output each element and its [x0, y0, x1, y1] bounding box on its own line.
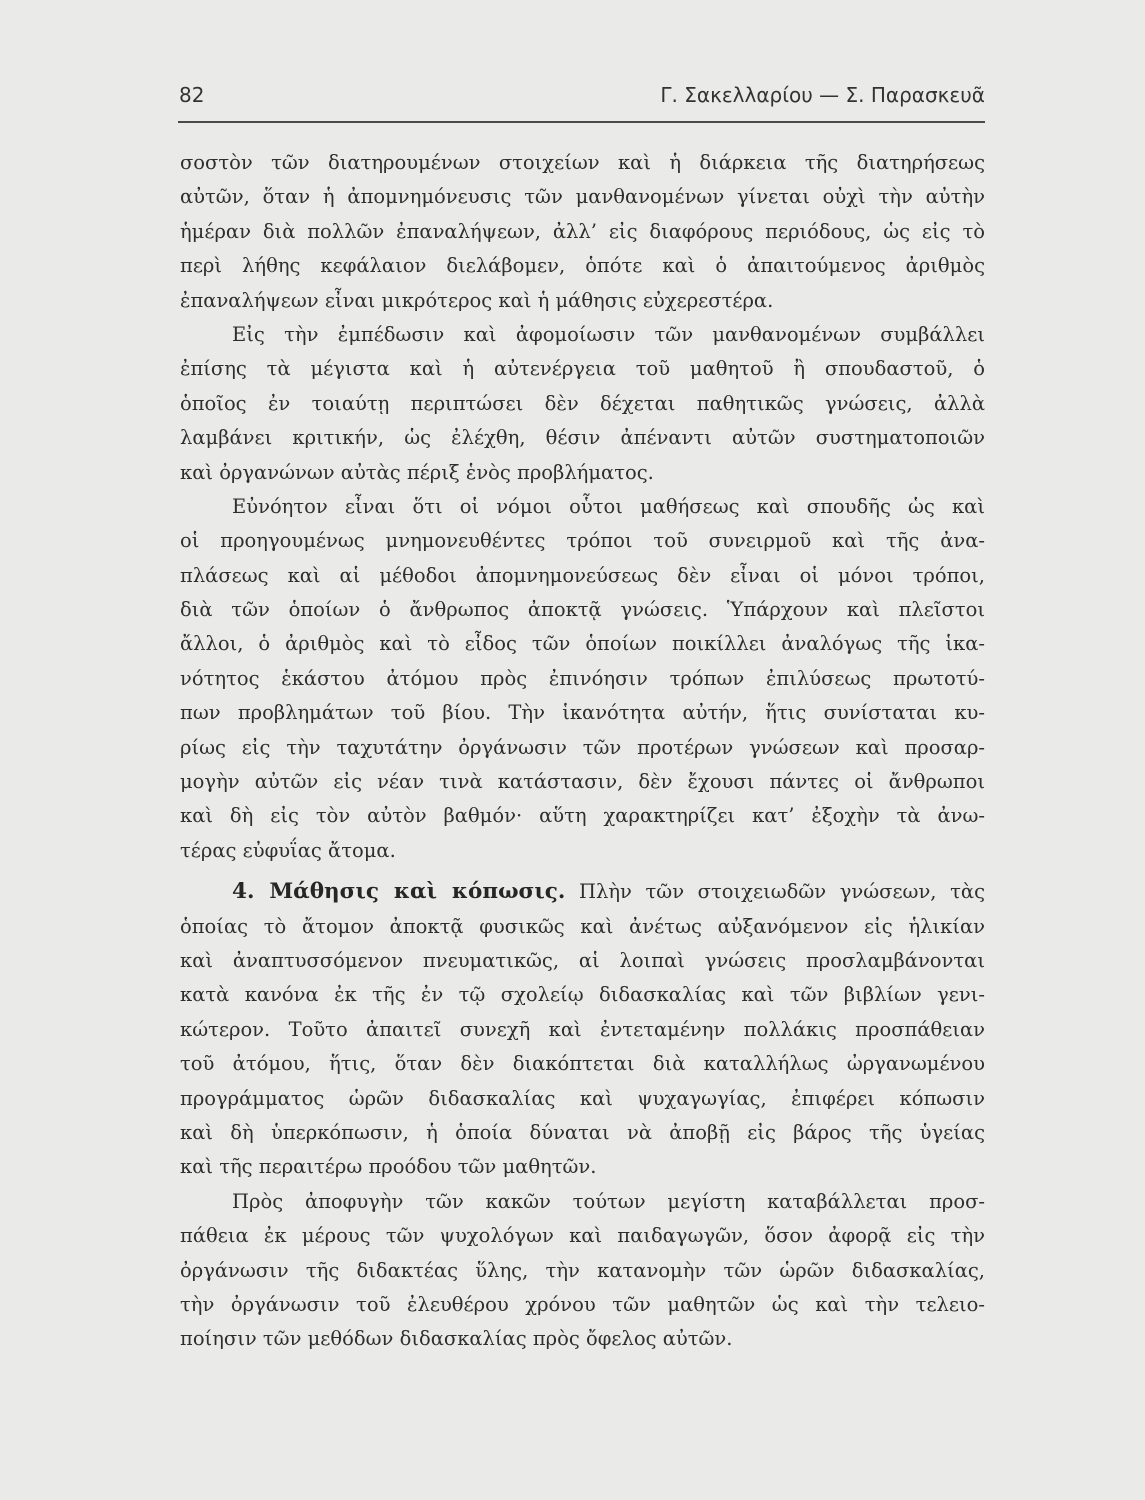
paragraph — [180, 1185, 985, 1357]
paragraph — [180, 490, 985, 868]
text-line: πάθεια ἐκ μέρους τῶν ψυχολόγων καὶ παιδαγωγῶν, ὅσον ἀφορᾷ εἰς τὴν — [180, 1224, 985, 1248]
text-line: ὀργάνωσιν τῆς διδακτέας ὕλης, τὴν κατανομὴν τῶν ὡρῶν διδασκαλίας, — [180, 1258, 985, 1282]
text-line: ποίησιν τῶν μεθόδων διδασκαλίας πρὸς ὄφελος αὐτῶν. — [180, 1327, 733, 1351]
text-line: τέρας εὐφυΐας ἄτομα. — [180, 838, 396, 862]
text-line: Εὐνόητον εἶναι ὅτι οἱ νόμοι οὗτοι μαθήσεως καὶ σπουδῆς ὡς καὶ — [232, 494, 985, 518]
text-line: πων προβλημάτων τοῦ βίου. Τὴν ἱκανότητα αὐτήν, ἥτις συνίσταται κυ- — [180, 701, 985, 725]
text-line: αὐτῶν, ὅταν ἡ ἀπομνημόνευσις τῶν μανθανομένων γίνεται οὐχὶ τὴν αὐτὴν — [180, 185, 985, 209]
text-line: καὶ ὀργανώνων αὐτὰς πέριξ ἑνὸς προβλήματος. — [180, 460, 654, 484]
text-line: τοῦ ἀτόμου, ἥτις, ὅταν δὲν διακόπτεται διὰ καταλλήλως ὠργανωμένου — [180, 1052, 985, 1076]
text-line: ἐπαναλήψεων εἶναι μικρότερος καὶ ἡ μάθησις εὐχερεστέρα. — [180, 288, 774, 312]
text-line: καὶ τῆς περαιτέρω προόδου τῶν μαθητῶν. — [180, 1155, 597, 1179]
text-line: Πρὸς ἀποφυγὴν τῶν κακῶν τούτων μεγίστη καταβάλλεται προσ- — [232, 1189, 985, 1213]
section-heading: 4. Μάθησις καὶ κόπωσις. — [232, 879, 566, 905]
text-line: ἐπίσης τὰ μέγιστα καὶ ἡ αὐτενέργεια τοῦ μαθητοῦ ἢ σπουδαστοῦ, ὁ — [180, 357, 985, 381]
text-line: κώτερον. Τοῦτο ἀπαιτεῖ συνεχῆ καὶ ἐντεταμένην πολλάκις προσπάθειαν — [180, 1017, 985, 1041]
text-line: πλάσεως καὶ αἱ μέθοδοι ἀπομνημονεύσεως δὲν εἶναι οἱ μόνοι τρόποι, — [180, 563, 985, 587]
text-line: περὶ λήθης κεφάλαιον διελάβομεν, ὁπότε καὶ ὁ ἀπαιτούμενος ἀριθμὸς — [180, 254, 985, 278]
section-paragraph — [180, 875, 985, 1185]
paragraph — [180, 146, 985, 318]
section-first-line-text: Πλὴν τῶν στοιχειωδῶν γνώσεων, τὰς — [579, 880, 985, 904]
text-line: ἡμέραν διὰ πολλῶν ἐπαναλήψεων, ἀλλ’ εἰς διαφόρους περιόδους, ὡς εἰς τὸ — [180, 219, 985, 243]
text-line: τὴν ὀργάνωσιν τοῦ ἐλευθέρου χρόνου τῶν μαθητῶν ὡς καὶ τὴν τελειο- — [180, 1292, 985, 1316]
text-line: μογὴν αὐτῶν εἰς νέαν τινὰ κατάστασιν, δὲν ἔχουσι πάντες οἱ ἄνθρωποι — [180, 770, 985, 794]
text-line: ὁποῖος ἐν τοιαύτῃ περιπτώσει δὲν δέχεται παθητικῶς γνώσεις, ἀλλὰ — [180, 391, 985, 415]
text-line: καὶ ἀναπτυσσόμενον πνευματικῶς, αἱ λοιπαὶ γνώσεις προσλαμβάνονται — [180, 948, 985, 972]
text-line: νότητος ἑκάστου ἀτόμου πρὸς ἐπινόησιν τρόπων ἐπιλύσεως πρωτοτύ- — [180, 666, 985, 690]
paragraph — [180, 318, 985, 490]
text-line: σοστὸν τῶν διατηρουμένων στοιχείων καὶ ἡ διάρκεια τῆς διατηρήσεως — [180, 151, 985, 174]
text-line: Εἰς τὴν ἐμπέδωσιν καὶ ἀφομοίωσιν τῶν μανθανομένων συμβάλλει — [232, 322, 985, 346]
text-line: οἱ προηγουμένως μνημονευθέντες τρόποι τοῦ συνειρμοῦ καὶ τῆς ἀνα- — [180, 529, 985, 553]
body-text — [180, 146, 985, 1357]
header-rule — [178, 121, 985, 123]
text-line: προγράμματος ὡρῶν διδασκαλίας καὶ ψυχαγωγίας, ἐπιφέρει κόπωσιν — [180, 1086, 985, 1110]
running-title: Γ. Σακελλαρίου — Σ. Παρασκευᾶ — [660, 83, 985, 107]
text-line: καὶ δὴ ὑπερκόπωσιν, ἡ ὁποία δύναται νὰ ἀποβῇ εἰς βάρος τῆς ὑγείας — [180, 1120, 985, 1144]
page-number: 82 — [179, 83, 205, 107]
text-line: κατὰ κανόνα ἐκ τῆς ἐν τῷ σχολείῳ διδασκαλίας καὶ τῶν βιβλίων γενι- — [180, 983, 985, 1007]
running-header — [179, 80, 985, 110]
text-line: λαμβάνει κριτικήν, ὡς ἐλέχθη, θέσιν ἀπέναντι αὐτῶν συστηματοποιῶν — [180, 426, 985, 450]
text-line: ρίως εἰς τὴν ταχυτάτην ὀργάνωσιν τῶν προτέρων γνώσεων καὶ προσαρ- — [180, 735, 985, 759]
text-line: διὰ τῶν ὁποίων ὁ ἄνθρωπος ἀποκτᾷ γνώσεις. Ὑπάρχουν καὶ πλεῖστοι — [180, 598, 985, 622]
text-line: ὁποίας τὸ ἄτομον ἀποκτᾷ φυσικῶς καὶ ἀνέτως αὐξανόμενον εἰς ἡλικίαν — [180, 914, 985, 938]
section-first-line — [180, 875, 985, 909]
text-line: ἄλλοι, ὁ ἀριθμὸς καὶ τὸ εἶδος τῶν ὁποίων ποικίλλει ἀναλόγως τῆς ἱκα- — [180, 632, 985, 656]
text-line: καὶ δὴ εἰς τὸν αὐτὸν βαθμόν· αὕτη χαρακτηρίζει κατ’ ἐξοχὴν τὰ ἀνω- — [180, 804, 985, 828]
